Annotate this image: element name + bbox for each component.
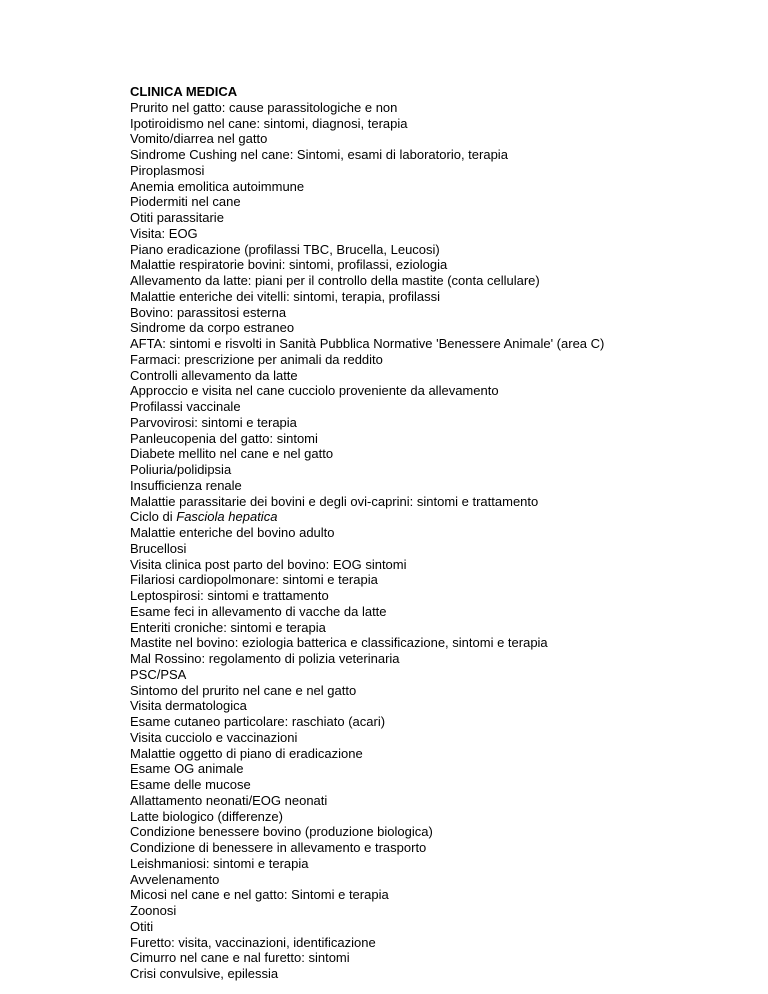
list-item: Allattamento neonati/EOG neonati [130,792,328,808]
list-item: PSC/PSA [130,666,187,682]
list-item: Brucellosi [130,540,187,556]
list-item: Furetto: visita, vaccinazioni, identificazione [130,934,376,950]
list-item: Farmaci: prescrizione per animali da reddito [130,351,383,367]
list-item: Malattie oggetto di piano di eradicazione [130,745,363,761]
list-item: Prurito nel gatto: cause parassitologiche e non [130,99,398,115]
list-item: Mastite nel bovino: eziologia batterica e classificazione, sintomi e terapia [130,635,548,651]
list-item: AFTA: sintomi e risvolti in Sanità Pubblica Normative 'Benessere Animale' (area C) [130,336,605,351]
list-item: Micosi nel cane e nel gatto: Sintomi e terapia [130,887,389,903]
list-item: Panleucopenia del gatto: sintomi [130,430,318,446]
list-item: Visita cucciolo e vaccinazioni [130,729,298,745]
list-item: Filariosi cardiopolmonare: sintomi e terapia [130,572,378,588]
list-item: Bovino: parassitosi esterna [130,304,287,320]
list-item: Condizione benessere bovino (produzione biologica) [130,824,433,840]
list-item: Malattie parassitarie dei bovini e degli ovi-caprini: sintomi e trattamento [130,493,539,509]
topic-list [130,100,750,982]
list-item: Esame delle mucose [130,777,251,792]
list-item: Visita dermatologica [130,698,247,714]
list-item: Sindrome da corpo estraneo [130,320,295,336]
list-item: Visita clinica post parto del bovino: EOG sintomi [130,556,407,572]
list-item: Condizione di benessere in allevamento e trasporto [130,840,427,855]
list-item: Malattie respiratorie bovini: sintomi, profilassi, eziologia [130,257,448,273]
list-item: Zoonosi [130,903,177,918]
list-item: Malattie enteriche del bovino adulto [130,525,335,540]
document-page [130,84,750,982]
list-item: Poliuria/polidipsia [130,462,232,477]
list-item: Esame feci in allevamento di vacche da latte [130,603,387,619]
list-item: Ipotiroidismo nel cane: sintomi, diagnosi, terapia [130,115,408,131]
list-item: Allevamento da latte: piani per il controllo della mastite (conta cellulare) [130,273,540,288]
list-item: Avvelenamento [130,871,220,887]
list-item: Mal Rossino: regolamento di polizia veterinaria [130,651,400,666]
list-item-text: Ciclo di [130,509,177,525]
list-item: Vomito/diarrea nel gatto [130,131,268,147]
list-item: Insufficienza renale [130,477,242,493]
list-item: Leishmaniosi: sintomi e terapia [130,855,309,871]
list-item: Sindrome Cushing nel cane: Sintomi, esami di laboratorio, terapia [130,147,508,162]
list-item: Crisi convulsive, epilessia [130,966,279,981]
list-item: Cimurro nel cane e nal furetto: sintomi [130,950,350,966]
list-item: Otiti [130,918,154,934]
list-item: Visita: EOG [130,225,198,241]
list-item: Approccio e visita nel cane cucciolo proveniente da allevamento [130,383,499,399]
list-item: Piroplasmosi [130,162,205,178]
document-heading: CLINICA MEDICA [130,84,238,99]
list-item: Esame cutaneo particolare: raschiato (acari) [130,714,386,729]
list-item: Parvovirosi: sintomi e terapia [130,414,297,430]
list-item: Enteriti croniche: sintomi e terapia [130,619,326,635]
list-item: Leptospirosi: sintomi e trattamento [130,588,329,603]
list-item: Otiti parassitarie [130,210,224,225]
list-item: Piodermiti nel cane [130,194,241,210]
list-item [130,509,750,525]
italic-term: Fasciola hepatica [176,509,278,525]
list-item: Sintomo del prurito nel cane e nel gatto [130,682,357,698]
list-item: Diabete mellito nel cane e nel gatto [130,446,334,462]
list-item: Anemia emolitica autoimmune [130,178,305,194]
list-item: Profilassi vaccinale [130,399,241,414]
list-item: Latte biologico (differenze) [130,808,283,824]
list-item: Malattie enteriche dei vitelli: sintomi, terapia, profilassi [130,288,440,304]
list-item: Piano eradicazione (profilassi TBC, Brucella, Leucosi) [130,241,440,257]
list-item: Controlli allevamento da latte [130,367,298,383]
list-item: Esame OG animale [130,761,244,777]
